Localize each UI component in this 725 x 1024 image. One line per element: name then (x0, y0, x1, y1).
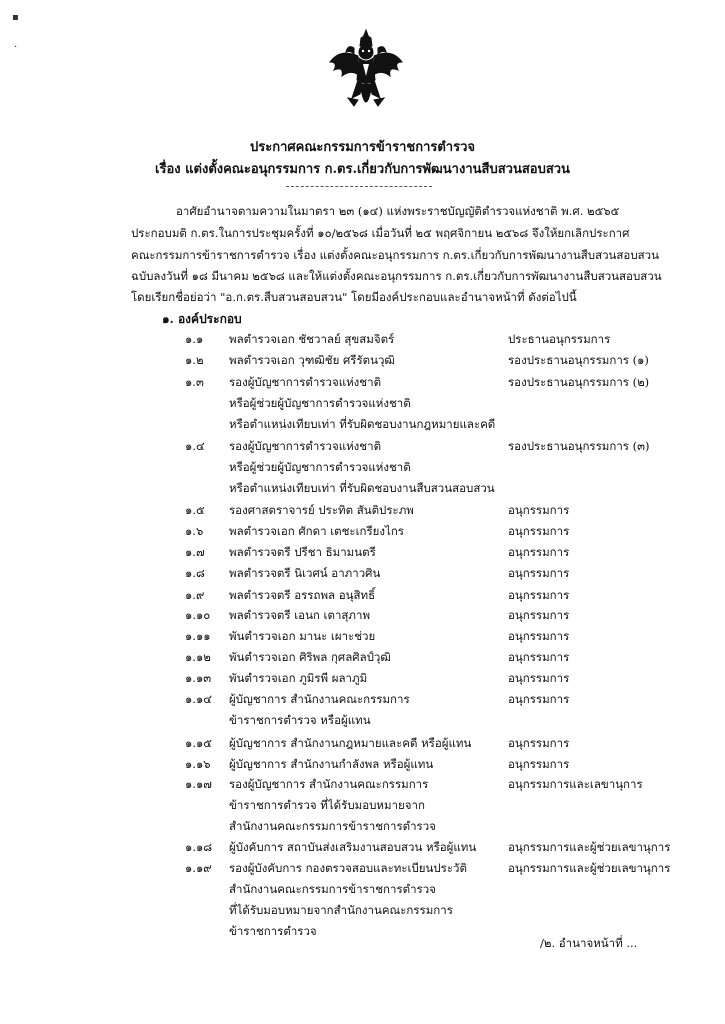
member-name: พลตำรวจตรี อรรถพล อนุสิทธิ์ (229, 588, 376, 602)
member-position: อนุกรรมการ (508, 566, 570, 580)
member-position: อนุกรรมการ (508, 524, 570, 538)
member-name: พลตำรวจเอก วุฑฒิชัย ศรีรัตนวุฒิ (229, 353, 395, 367)
member-name-continuation: หรือตำแหน่งเทียบเท่า ที่รับผิดชอบงานสืบสวนสอบสวน (229, 481, 495, 495)
member-number: ๑.๑๐ (185, 608, 211, 622)
scan-mark: · (14, 42, 18, 53)
member-position: อนุกรรมการ (508, 650, 570, 664)
member-number: ๑.๗ (185, 545, 205, 559)
member-position: อนุกรรมการและผู้ช่วยเลขานุการ (508, 840, 671, 854)
member-number: ๑.๒ (185, 353, 204, 367)
member-number: ๑.๑๔ (185, 692, 212, 706)
member-name-continuation: หรือผู้ช่วยผู้บัญชาการตำรวจแห่งชาติ (229, 460, 411, 474)
member-name: รองผู้บัญชาการ สำนักงานคณะกรรมการ (229, 777, 429, 791)
member-position: รองประธานอนุกรรมการ (๑) (508, 353, 649, 367)
member-name-continuation: สำนักงานคณะกรรมการข้าราชการตำรวจ (229, 819, 436, 833)
member-number: ๑.๘ (185, 566, 205, 580)
member-name: พลตำรวจเอก ศักดา เตชะเกรียงไกร (229, 524, 404, 538)
member-number: ๑.๑๒ (185, 650, 211, 664)
member-position: อนุกรรมการ (508, 671, 570, 685)
member-number: ๑.๑๗ (185, 777, 212, 791)
garuda-emblem (328, 28, 404, 120)
member-name-continuation: ข้าราชการตำรวจ หรือผู้แทน (229, 713, 371, 727)
member-position: อนุกรรมการ (508, 588, 570, 602)
member-position: อนุกรรมการ (508, 692, 570, 706)
member-number: ๑.๖ (185, 524, 204, 538)
member-position: อนุกรรมการ (508, 545, 570, 559)
member-name: พันตำรวจเอก ภูมิรพี ผลาภูมิ (229, 671, 368, 685)
member-position: อนุกรรมการ (508, 757, 570, 771)
member-number: ๑.๑๖ (185, 757, 211, 771)
intro-line: ประกอบมติ ก.ตร.ในการประชุมครั้งที่ ๑๐/๒๕๖๘ เมื่อวันที่ ๒๕ พฤศจิกายน ๒๕๖๘ จึงให้ยกเลิกประกาศ (131, 226, 630, 240)
member-number: ๑.๕ (185, 503, 205, 517)
member-name: พันตำรวจเอก ศิริพล กุศลศิลป์วุฒิ (229, 650, 391, 664)
member-name: รองผู้บัญชาการตำรวจแห่งชาติ (229, 439, 382, 453)
intro-line: อาศัยอำนาจตามความในมาตรา ๒๓ (๑๔) แห่งพระราชบัญญัติตำรวจแห่งชาติ พ.ศ. ๒๕๖๕ (176, 204, 620, 218)
member-name: พันตำรวจเอก มานะ เผาะช่วย (229, 629, 376, 643)
member-position: อนุกรรมการ (508, 608, 570, 622)
announcement-title: ประกาศคณะกรรมการข้าราชการตำรวจ (249, 140, 476, 155)
member-number: ๑.๙ (185, 588, 205, 602)
member-number: ๑.๓ (185, 375, 204, 389)
member-name: ผู้บังคับการ สถาบันส่งเสริมงานสอบสวน หรือผู้แทน (229, 840, 477, 854)
member-name: พลตำรวจตรี เอนก เตาสุภาพ (229, 608, 371, 622)
member-number: ๑.๑๘ (185, 840, 213, 854)
member-name-continuation: หรือผู้ช่วยผู้บัญชาการตำรวจแห่งชาติ (229, 396, 411, 410)
member-number: ๑.๑๑ (185, 629, 211, 643)
member-name-continuation: หรือตำแหน่งเทียบเท่า ที่รับผิดชอบงานกฎหมายและคดี (229, 417, 496, 431)
member-name-continuation: สำนักงานคณะกรรมการข้าราชการตำรวจ (229, 882, 436, 896)
member-name: ผู้บัญชาการ สำนักงานคณะกรรมการ (229, 692, 410, 706)
member-name: รองผู้บัญชาการตำรวจแห่งชาติ (229, 375, 382, 389)
member-number: ๑.๑ (185, 332, 204, 346)
intro-line: ฉบับลงวันที่ ๑๘ มีนาคม ๒๕๖๘ และให้แต่งตั้งคณะอนุกรรมการ ก.ตร.เกี่ยวกับการพัฒนางานสืบสวนสอบสวน (131, 269, 662, 283)
intro-line: คณะกรรมการข้าราชการตำรวจ เรื่อง แต่งตั้งคณะอนุกรรมการ ก.ตร.เกี่ยวกับการพัฒนางานสืบสวนสอบสวน (131, 248, 659, 262)
member-number: ๑.๑๓ (185, 671, 212, 685)
member-name-continuation: ที่ได้รับมอบหมายจากสำนักงานคณะกรรมการ (229, 903, 453, 917)
member-name-continuation: ข้าราชการตำรวจ ที่ได้รับมอบหมายจาก (229, 798, 425, 812)
member-position: รองประธานอนุกรรมการ (๓) (508, 439, 650, 453)
member-position: อนุกรรมการ (508, 736, 570, 750)
member-number: ๑.๑๕ (185, 736, 212, 750)
member-position: รองประธานอนุกรรมการ (๒) (508, 375, 650, 389)
member-name: ผู้บัญชาการ สำนักงานกฎหมายและคดี หรือผู้แทน (229, 736, 472, 750)
announcement-subject: เรื่อง แต่งตั้งคณะอนุกรรมการ ก.ตร.เกี่ยวกับการพัฒนางานสืบสวนสอบสวน (155, 162, 570, 177)
member-name: พลตำรวจตรี ปรีชา ธิมามนตรี (229, 545, 376, 559)
member-position: อนุกรรมการและผู้ช่วยเลขานุการ (508, 861, 671, 875)
page-continuation: /๒. อำนาจหน้าที่ ... (540, 936, 638, 950)
member-position: อนุกรรมการ (508, 503, 570, 517)
member-name: พลตำรวจเอก ชัชวาลย์ สุขสมจิตร์ (229, 332, 395, 346)
member-position: ประธานอนุกรรมการ (508, 332, 611, 346)
member-name: ผู้บัญชาการ สำนักงานกำลังพล หรือผู้แทน (229, 757, 434, 771)
member-name: รองศาสตราจารย์ ประทิต สันติประภพ (229, 503, 414, 517)
member-number: ๑.๔ (185, 439, 205, 453)
member-name-continuation: ข้าราชการตำรวจ (229, 924, 317, 938)
section-heading: ๑. องค์ประกอบ (162, 312, 242, 326)
member-position: อนุกรรมการและเลขานุการ (508, 777, 643, 791)
title-divider (286, 186, 432, 187)
member-name: พลตำรวจตรี นิเวศน์ อาภาวศิน (229, 566, 381, 580)
intro-line: โดยเรียกชื่อย่อว่า "อ.ก.ตร.สืบสวนสอบสวน" โดยมีองค์ประกอบและอำนาจหน้าที่ ดังต่อไปนี้ (131, 290, 577, 304)
member-number: ๑.๑๙ (185, 861, 212, 875)
scan-mark: ▪ (12, 12, 19, 23)
member-position: อนุกรรมการ (508, 629, 570, 643)
member-name: รองผู้บังคับการ กองตรวจสอบและทะเบียนประวัติ (229, 861, 467, 875)
